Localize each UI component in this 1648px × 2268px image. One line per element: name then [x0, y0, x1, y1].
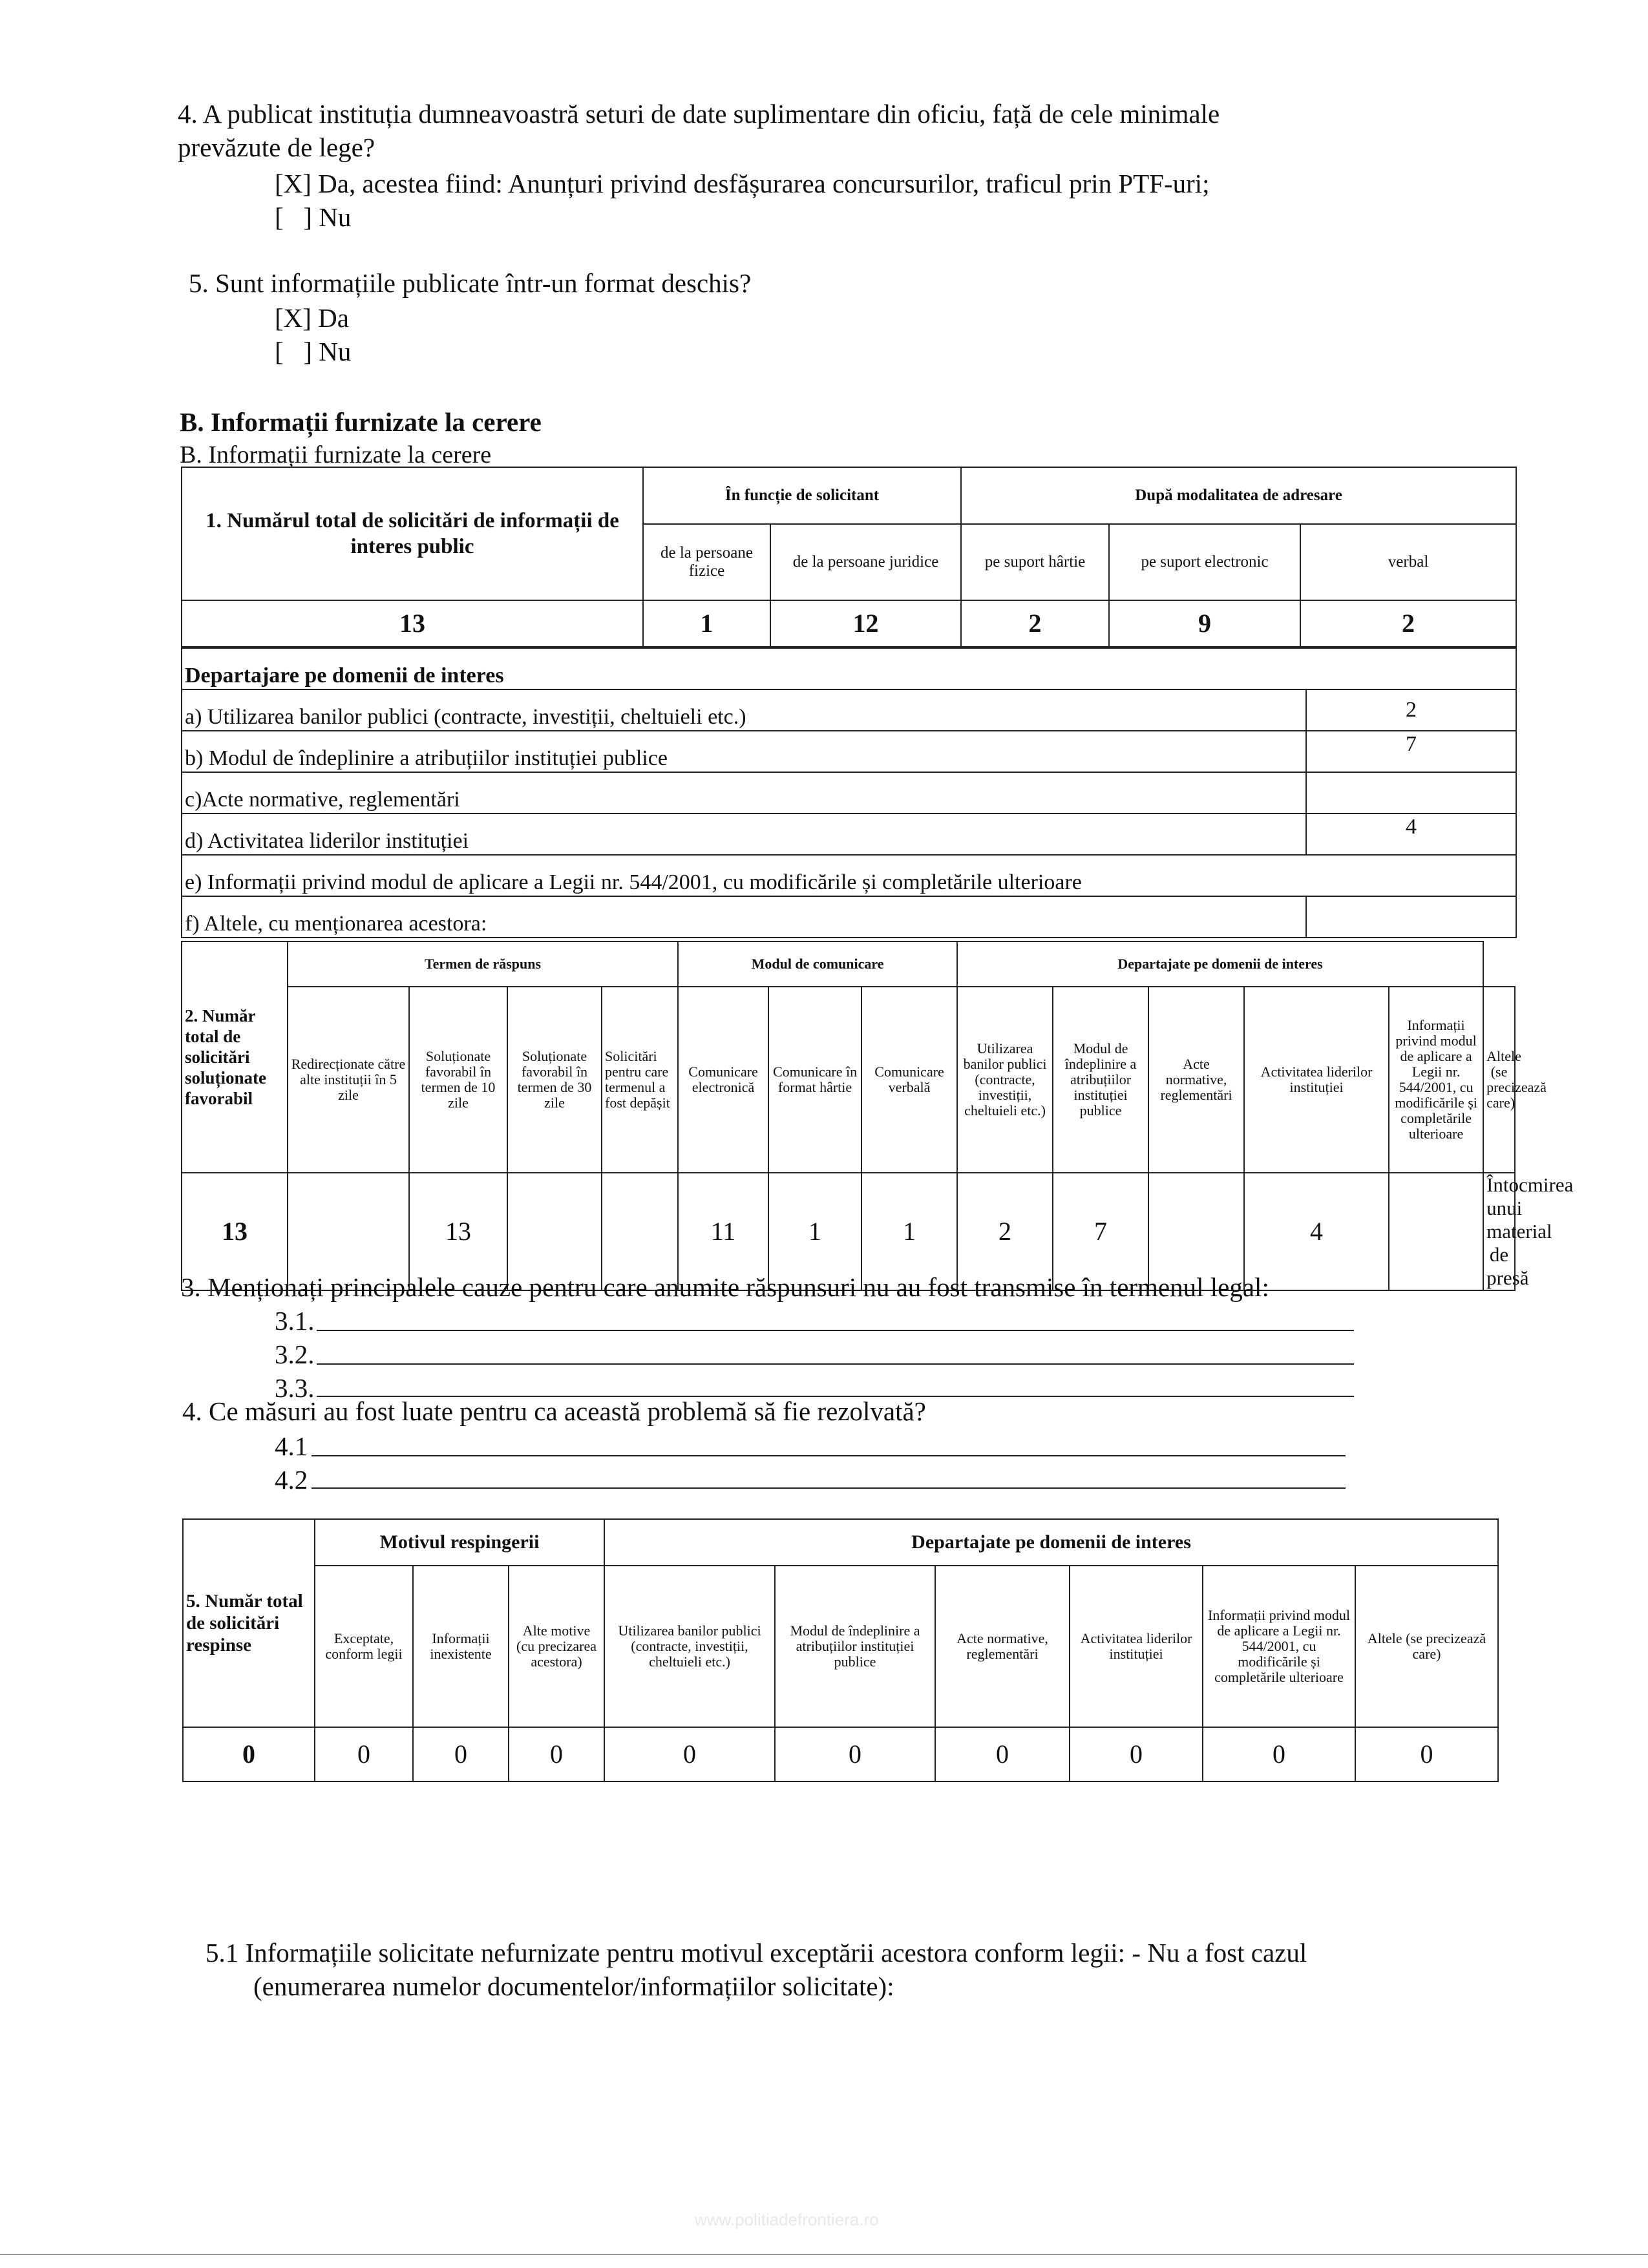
col-header: Comunicare electronică — [678, 987, 768, 1173]
q3-item: 3.3. — [275, 1373, 315, 1403]
cell-value: 0 — [315, 1727, 413, 1781]
cell-value: 0 — [1070, 1727, 1203, 1781]
section-b-title: B. Informații furnizate la cerere — [180, 407, 542, 437]
group-comunicare-header: Modul de comunicare — [678, 941, 957, 987]
cell-value: 0 — [1355, 1727, 1498, 1781]
col-fizice-header: de la persoane fizice — [643, 524, 770, 600]
domain-row-label: e) Informații privind modul de aplicare a Legii nr. 544/2001, cu modificările și completările ulterioare — [182, 855, 1516, 896]
cell-value: 0 — [935, 1727, 1070, 1781]
cell-value: 7 — [1053, 1173, 1148, 1290]
cell-value: 0 — [509, 1727, 604, 1781]
cell-value-altele: Întocmirea unui material de presă — [1483, 1173, 1515, 1290]
col-header: Activitatea liderilor instituției — [1244, 987, 1389, 1173]
q4-option-yes: [X] Da, acestea fiind: Anunțuri privind desfășurarea concursurilor, traficul prin PTF-uri; — [275, 169, 1210, 198]
col-header: Comunicare în format hârtie — [768, 987, 861, 1173]
cell-value: 4 — [1244, 1173, 1389, 1290]
col-header: Acte normative, reglementări — [935, 1566, 1070, 1727]
group-domenii-header: Departajate pe domenii de interes — [957, 941, 1483, 987]
footer-watermark: www.politiadefrontiera.ro — [695, 2210, 879, 2229]
q3-item: 3.1. — [275, 1306, 315, 1336]
answer-line — [317, 1330, 1354, 1331]
total-requests-label: 1. Numărul total de solicitări de informații de interes public — [182, 467, 643, 600]
col-header: Redirecționate către alte instituții în 5 zile — [288, 987, 409, 1173]
group-solicitant-header: În funcție de solicitant — [643, 467, 961, 524]
domain-row-label: f) Altele, cu menționarea acestora: — [182, 896, 1306, 938]
section-b-subtitle: B. Informații furnizate la cerere — [180, 441, 492, 468]
q5-option-no: [ ] Nu — [275, 337, 352, 366]
answer-line — [312, 1487, 1346, 1489]
col-header: Exceptate, conform legii — [315, 1566, 413, 1727]
col-header: Soluționate favorabil în termen de 30 zile — [507, 987, 602, 1173]
total-requests-value: 13 — [182, 600, 643, 647]
cell-value: 11 — [678, 1173, 768, 1290]
cell-value: 1 — [768, 1173, 861, 1290]
q5-question: 5. Sunt informațiile publicate într-un format deschis? — [189, 268, 752, 298]
col-header: Informații inexistente — [413, 1566, 509, 1727]
q4b-question: 4. Ce măsuri au fost luate pentru ca această problemă să fie rezolvată? — [182, 1396, 926, 1426]
hartie-value: 2 — [961, 600, 1109, 647]
cell-value: 0 — [413, 1727, 509, 1781]
electronic-value: 9 — [1109, 600, 1300, 647]
cell-value: 0 — [775, 1727, 935, 1781]
domain-row-label: c)Acte normative, reglementări — [182, 772, 1306, 814]
domain-row-value: 7 — [1306, 731, 1516, 772]
col-header: Altele (se precizează care) — [1355, 1566, 1498, 1727]
q4b-item: 4.1 — [275, 1431, 308, 1461]
answer-line — [312, 1455, 1346, 1456]
q51-line1: 5.1 Informațiile solicitate nefurnizate pentru motivul exceptării acestora conform legii: - Nu a fost cazul — [206, 1938, 1307, 1968]
q3-question: 3. Menționați principalele cauze pentru care anumite răspunsuri nu au fost transmise în termenul legal: — [181, 1272, 1269, 1302]
cell-value: 0 — [604, 1727, 775, 1781]
domain-row-value: 4 — [1306, 814, 1516, 855]
domain-row-value: 2 — [1306, 689, 1516, 731]
col-header: Acte normative, reglementări — [1148, 987, 1244, 1173]
col-header: Activitatea liderilor instituției — [1070, 1566, 1203, 1727]
verbal-value: 2 — [1300, 600, 1516, 647]
rejected-total-label: 5. Număr total de solicitări respinse — [183, 1519, 315, 1727]
departajare-title: Departajare pe domenii de interes — [182, 648, 1516, 689]
col-header: Altele (se precizează care) — [1483, 987, 1515, 1173]
q51-line2: (enumerarea numelor documentelor/informațiilor solicitate): — [253, 1971, 894, 2001]
col-header: Modul de îndeplinire a atribuțiilor instituției publice — [1053, 987, 1148, 1173]
q4-option-no: [ ] Nu — [275, 202, 352, 232]
rejected-table — [182, 1518, 1499, 1782]
cell-value: 1 — [861, 1173, 957, 1290]
group-motiv-header: Motivul respingerii — [315, 1519, 604, 1566]
group-termen-header: Termen de răspuns — [288, 941, 678, 987]
domain-row-value — [1306, 772, 1516, 814]
favorable-total-label: 2. Număr total de solicitări soluționate favorabil — [182, 941, 288, 1173]
col-header: Modul de îndeplinire a atribuțiilor instituției publice — [775, 1566, 935, 1727]
requests-total-table — [181, 467, 1517, 647]
domain-row-label: b) Modul de îndeplinire a atribuțiilor instituției publice — [182, 731, 1306, 772]
col-header: Informații privind modul de aplicare a Legii nr. 544/2001, cu modificările și completările ulterioare — [1203, 1566, 1355, 1727]
favorable-total-value: 13 — [182, 1173, 288, 1290]
domain-row-label: a) Utilizarea banilor publici (contracte, investiții, cheltuieli etc.) — [182, 689, 1306, 731]
domain-row-value — [1306, 896, 1516, 938]
col-header: Soluționate favorabil în termen de 10 zile — [409, 987, 507, 1173]
page-bottom-divider — [0, 2254, 1648, 2255]
rejected-total-value: 0 — [183, 1727, 315, 1781]
juridice-value: 12 — [770, 600, 961, 647]
q5-option-yes: [X] Da — [275, 303, 349, 333]
col-header: Alte motive (cu precizarea acestora) — [509, 1566, 604, 1727]
cell-value: 0 — [1203, 1727, 1355, 1781]
col-header: Utilizarea banilor publici (contracte, investiții, cheltuieli etc.) — [604, 1566, 775, 1727]
col-header: Solicitări pentru care termenul a fost depășit — [602, 987, 678, 1173]
domains-table — [181, 647, 1517, 938]
q3-item: 3.2. — [275, 1339, 315, 1369]
favorable-table — [181, 941, 1574, 1291]
cell-value: 13 — [409, 1173, 507, 1290]
fizice-value: 1 — [643, 600, 770, 647]
col-hartie-header: pe suport hârtie — [961, 524, 1109, 600]
col-header: Utilizarea banilor publici (contracte, investiții, cheltuieli etc.) — [957, 987, 1053, 1173]
col-juridice-header: de la persoane juridice — [770, 524, 961, 600]
col-electronic-header: pe suport electronic — [1109, 524, 1300, 600]
group-adresare-header: După modalitatea de adresare — [961, 467, 1516, 524]
domain-row-label: d) Activitatea liderilor instituției — [182, 814, 1306, 855]
cell-value — [1389, 1173, 1483, 1290]
group-domenii-header: Departajate pe domenii de interes — [604, 1519, 1498, 1566]
cell-value: 2 — [957, 1173, 1053, 1290]
answer-line — [317, 1363, 1354, 1365]
col-header: Informații privind modul de aplicare a Legii nr. 544/2001, cu modificările și completările ulterioare — [1389, 987, 1483, 1173]
q4-question: 4. A publicat instituția dumneavoastră seturi de date suplimentare din oficiu, față de cele minimale prevăzute de lege? — [178, 99, 1220, 162]
q4b-item: 4.2 — [275, 1465, 308, 1495]
col-header: Comunicare verbală — [861, 987, 957, 1173]
col-verbal-header: verbal — [1300, 524, 1516, 600]
